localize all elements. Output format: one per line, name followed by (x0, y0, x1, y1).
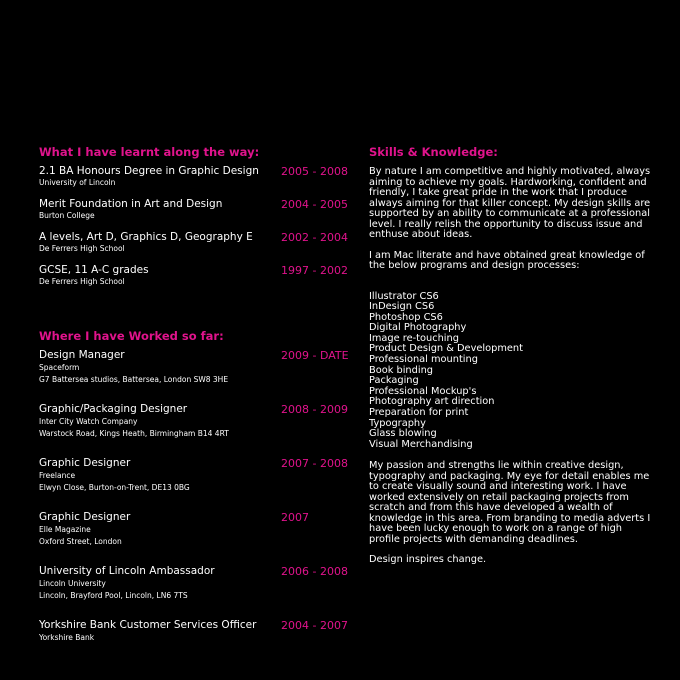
job-title: Yorkshire Bank Customer Services Officer (39, 619, 257, 631)
entry-title: Merit Foundation in Art and Design (39, 198, 223, 210)
work-entry (39, 619, 354, 644)
skill-item: Digital Photography (369, 322, 467, 334)
job-title: Graphic/Packaging Designer (39, 403, 188, 415)
right-column (369, 145, 654, 566)
skill-item: Packaging (369, 375, 419, 387)
passion-paragraph: My passion and strengths lie within creative design, typography and packaging. My eye for detail enables me to create visually sound and interesting work. I have worked extensively on retail packaging projects from scratch and from this have developed a wealth of knowledge in this area. From branding to media adverts I have been lucky enough to work on a range of high profile projects with demanding deadlines. (369, 460, 651, 545)
job-title: Graphic Designer (39, 457, 131, 469)
address: Lincoln, Brayford Pool, Lincoln, LN6 7TS (39, 590, 188, 600)
work-entry (39, 403, 354, 439)
work-heading: Where I have Worked so far: (39, 329, 224, 343)
employer: Yorkshire Bank (39, 633, 95, 642)
skill-item: InDesign CS6 (369, 301, 435, 313)
employer: Lincoln University (39, 579, 106, 588)
entry-date: 2004 - 2007 (281, 619, 348, 632)
entry-date: 2002 - 2004 (281, 231, 348, 244)
intro-paragraph: By nature I am competitive and highly motivated, always aiming to achieve my goals. Hardworking, confident and friendly, I take great pride in the work that I produce always aiming for that killer concept. My design skills are supported by an ability to communicate at a professional level. I really relish the opportunity to discuss issue and enthuse about ideas. (369, 166, 651, 240)
entry-title: A levels, Art D, Graphics D, Geography E (39, 231, 253, 243)
skill-item: Glass blowing (369, 428, 437, 440)
work-entry (39, 565, 354, 601)
skill-item: Visual Merchandising (369, 438, 473, 450)
entry-date: 2008 - 2009 (281, 403, 348, 416)
address: Oxford Street, London (39, 536, 122, 546)
entry-date: 2007 (281, 511, 309, 524)
education-entry (39, 231, 354, 254)
entry-date: 2009 - DATE (281, 349, 349, 362)
work-section (39, 329, 354, 644)
skill-item: Book binding (369, 364, 434, 376)
employer: Spaceform (39, 363, 80, 372)
skill-item: Professional mounting (369, 354, 478, 366)
education-entry (39, 165, 354, 188)
education-entry (39, 264, 354, 287)
address: G7 Battersea studios, Battersea, London SW8 3HE (39, 374, 229, 384)
employer: Elle Magazine (39, 525, 91, 534)
entry-date: 2006 - 2008 (281, 565, 348, 578)
skills-heading: Skills & Knowledge: (369, 145, 498, 159)
education-heading: What I have learnt along the way: (39, 145, 260, 159)
left-column (39, 145, 354, 644)
entry-institution: Burton College (39, 211, 95, 220)
address: Warstock Road, Kings Heath, Birmingham B14 4RT (39, 428, 229, 438)
skill-item: Product Design & Development (369, 343, 523, 355)
entry-date: 2004 - 2005 (281, 198, 348, 211)
entry-title: 2.1 BA Honours Degree in Graphic Design (39, 165, 259, 177)
entry-institution: De Ferrers High School (39, 244, 125, 253)
skill-item: Typography (369, 417, 426, 429)
work-entry (39, 457, 354, 493)
skills-list (369, 292, 654, 451)
employer: Freelance (39, 471, 76, 480)
work-entry (39, 511, 354, 547)
job-title: Design Manager (39, 349, 125, 361)
entry-institution: De Ferrers High School (39, 277, 125, 286)
entry-date: 1997 - 2002 (281, 264, 348, 277)
entry-date: 2007 - 2008 (281, 457, 348, 470)
skill-item: Preparation for print (369, 407, 469, 419)
skill-item: Image re-touching (369, 332, 459, 344)
entry-institution: University of Lincoln (39, 178, 116, 187)
entry-title: GCSE, 11 A-C grades (39, 264, 149, 276)
employer: Inter City Watch Company (39, 417, 138, 426)
skill-item: Photography art direction (369, 396, 495, 408)
skill-item: Photoshop CS6 (369, 311, 443, 323)
job-title: University of Lincoln Ambassador (39, 565, 215, 577)
education-entry (39, 198, 354, 221)
job-title: Graphic Designer (39, 511, 131, 523)
skill-item: Professional Mockup's (369, 385, 477, 397)
education-section (39, 145, 354, 287)
entry-date: 2005 - 2008 (281, 165, 348, 178)
work-entry (39, 349, 354, 385)
skill-item: Illustrator CS6 (369, 290, 439, 302)
skills-section (369, 145, 654, 566)
tagline: Design inspires change. (369, 554, 487, 566)
mac-paragraph: I am Mac literate and have obtained great knowledge of the below programs and design processes: (369, 249, 645, 271)
address: Elwyn Close, Burton-on-Trent, DE13 0BG (39, 482, 190, 492)
